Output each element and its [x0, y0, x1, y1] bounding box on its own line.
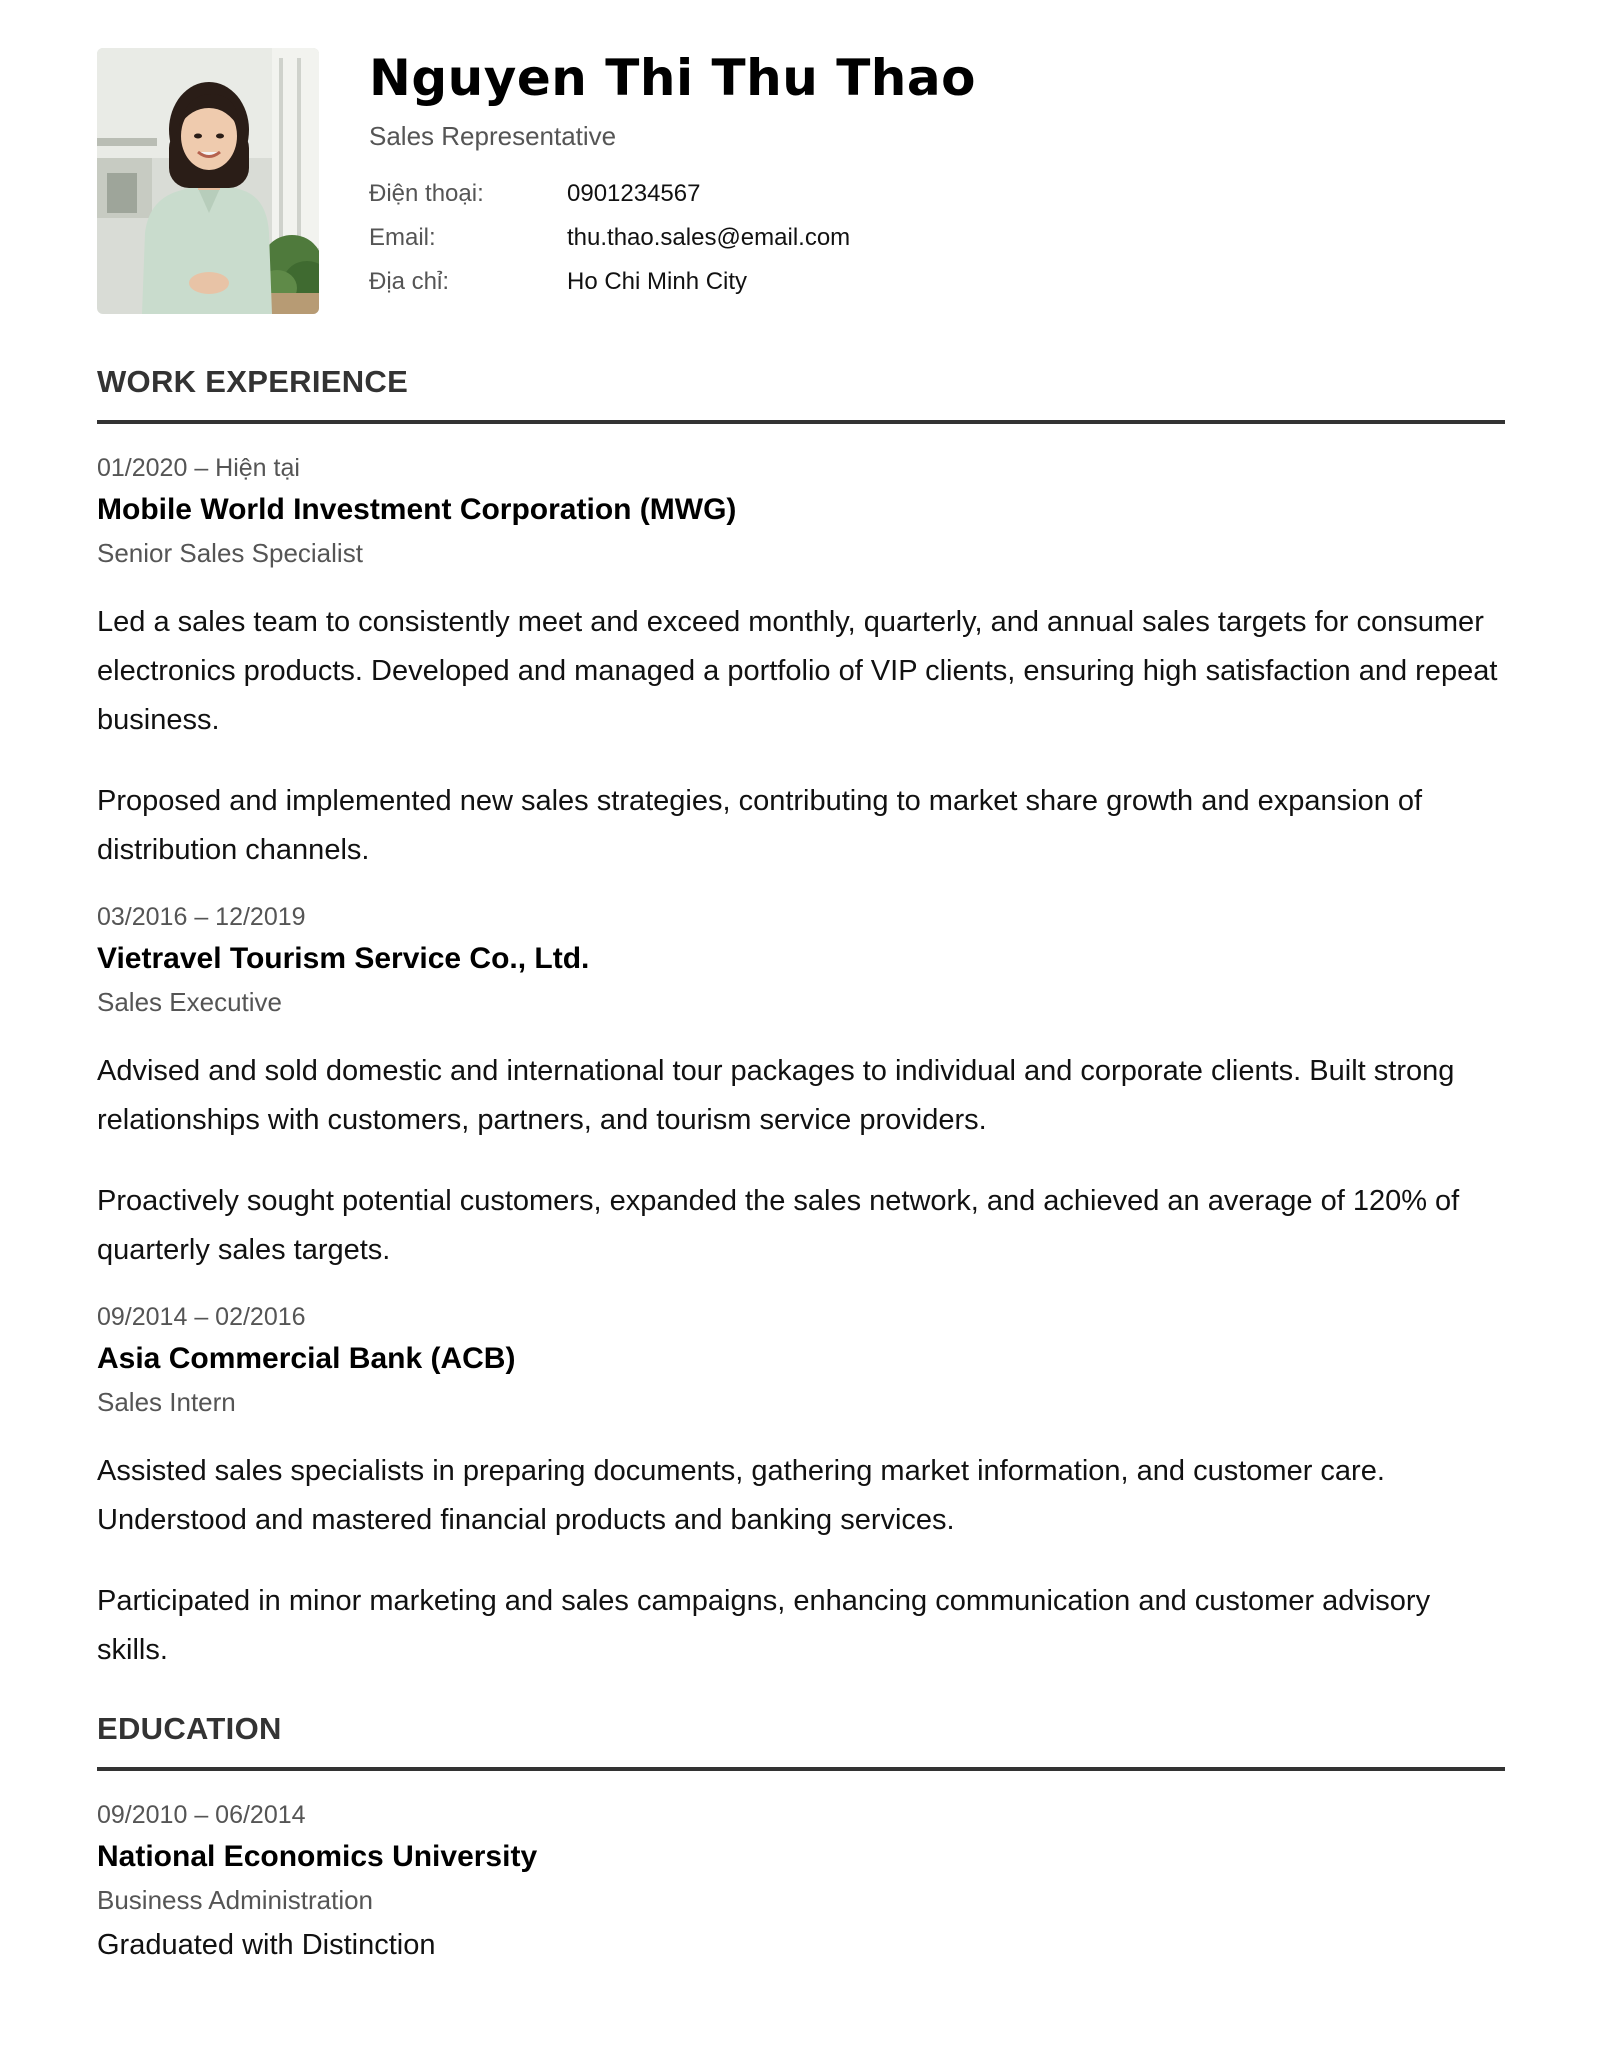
entry-date: 01/2020 – Hiện tại [97, 454, 300, 482]
work-entry [97, 901, 1505, 1275]
entry-description: Advised and sold domestic and international tour packages to individual and corporate clients. Built strong relationships with customers, partners, and tourism service providers. [97, 1055, 1455, 1136]
entry-company: Mobile World Investment Corporation (MWG) [97, 493, 737, 526]
resume-content [97, 48, 1505, 1965]
education-entry [97, 1799, 1505, 1965]
resume-header [97, 48, 1505, 316]
entry-date: 09/2014 – 02/2016 [97, 1303, 306, 1331]
entry-description: Proactively sought potential customers, expanded the sales network, and achieved an average of 120% of quarterly sales targets. [97, 1185, 1460, 1266]
work-entry [97, 452, 1505, 875]
entry-date: 03/2016 – 12/2019 [97, 903, 306, 931]
entry-description: Proposed and implemented new sales strategies, contributing to market share growth and expansion of distribution channels. [97, 785, 1423, 866]
entry-company: Asia Commercial Bank (ACB) [97, 1342, 516, 1375]
education-section [97, 1709, 1505, 1965]
contact-label-address: Địa chỉ: [369, 268, 450, 295]
contact-value-phone: 0901234567 [567, 180, 701, 207]
entry-description: Led a sales team to consistently meet and exceed monthly, quarterly, and annual sales targets for consumer electronics products. Developed and managed a portfolio of VIP clients, ensuring high satisfaction and repeat business. [97, 606, 1498, 736]
contact-row-address [369, 260, 1505, 304]
entry-description: Assisted sales specialists in preparing documents, gathering market information, and customer care. Understood and mastered financial products and banking services. [97, 1455, 1385, 1536]
contact-value-email: thu.thao.sales@email.com [567, 224, 851, 251]
entry-field: Business Administration [97, 1885, 374, 1915]
work-entry [97, 1301, 1505, 1675]
candidate-name: Nguyen Thi Thu Thao [369, 49, 976, 107]
entry-honors: Graduated with Distinction [97, 1929, 436, 1961]
entry-company: Vietravel Tourism Service Co., Ltd. [97, 942, 590, 975]
contact-label-email: Email: [369, 224, 436, 251]
header-info [369, 48, 1505, 304]
contact-label-phone: Điện thoại: [369, 180, 484, 207]
work-experience-section [97, 362, 1505, 1675]
contact-row-email [369, 216, 1505, 260]
section-title-work: WORK EXPERIENCE [97, 362, 1505, 424]
candidate-title: Sales Representative [369, 121, 617, 151]
entry-description: Participated in minor marketing and sales campaigns, enhancing communication and customer advisory skills. [97, 1585, 1431, 1666]
contact-list [369, 172, 1505, 304]
entry-date: 09/2010 – 06/2014 [97, 1801, 306, 1829]
entry-school: National Economics University [97, 1840, 538, 1873]
entry-role: Sales Intern [97, 1387, 236, 1417]
contact-row-phone [369, 172, 1505, 216]
entry-role: Sales Executive [97, 987, 282, 1017]
section-title-education: EDUCATION [97, 1709, 1505, 1771]
profile-photo [97, 48, 319, 314]
contact-value-address: Ho Chi Minh City [567, 268, 748, 295]
entry-role: Senior Sales Specialist [97, 538, 363, 568]
